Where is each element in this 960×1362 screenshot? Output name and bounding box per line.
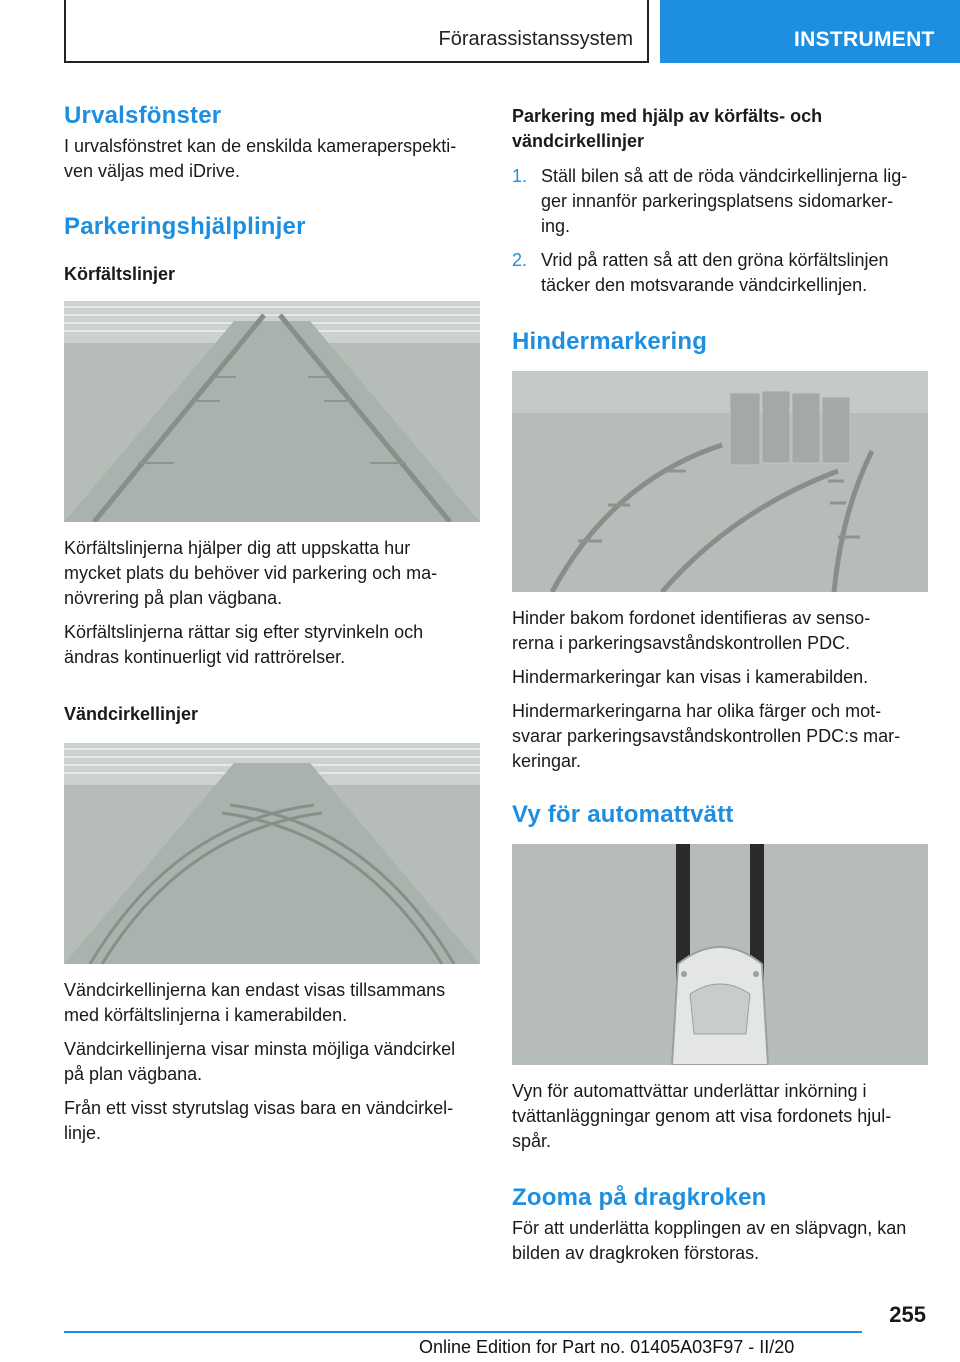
text-line: Vändcirkellinjerna visar minsta möjliga vändcirkel [64, 1039, 456, 1059]
text-line: ger innanför parkeringsplatsens sidomarker- [541, 191, 894, 211]
heading-hindermarkering: Hindermarkering [512, 328, 708, 355]
left-column [64, 100, 480, 1146]
paragraph-urval [64, 134, 480, 184]
paragraph-hinder-3 [512, 699, 928, 774]
heading-parkeringshjalplinjer: Parkeringshjälplinjer [64, 213, 306, 240]
paragraph-korfalt-2 [64, 620, 480, 670]
paragraph-vy-1 [512, 1079, 928, 1154]
header-section-box [64, 0, 649, 63]
text-line: Körfältslinjerna hjälper dig att uppskatta hur [64, 538, 411, 558]
text-line: keringar. [512, 751, 582, 771]
text-line: Körfältslinjerna rättar sig efter styrvinkeln och [64, 622, 424, 642]
page-number: 255 [889, 1302, 926, 1327]
heading-vy-for-automattvatt: Vy för automattvätt [512, 801, 734, 828]
text-line: Ställ bilen så att de röda vändcirkellinjerna lig- [541, 166, 908, 186]
text-line: på plan vägbana. [64, 1064, 203, 1084]
text-line: Hindermarkeringar kan visas i kamerabilden. [512, 667, 869, 687]
subheading-parkering-med-hjalp [512, 104, 928, 154]
header-section-title: Förarassistanssystem [438, 28, 633, 50]
footer-divider [64, 1331, 862, 1333]
text-line: med körfältslinjerna i kamerabilden. [64, 1005, 348, 1025]
lane-lines-illustration [64, 301, 480, 522]
text-line: Hindermarkeringarna har olika färger och mot- [512, 701, 882, 721]
text-line: vändcirkellinjer [512, 131, 645, 151]
paragraph-vand-1 [64, 978, 480, 1028]
paragraph-hinder-1 [512, 606, 928, 656]
turning-circle-illustration [64, 743, 480, 964]
subheading-korfaltslinjer: Körfältslinjer [64, 264, 176, 284]
obstacle-marking-illustration [512, 371, 928, 592]
text-line: Hinder bakom fordonet identifieras av senso- [512, 608, 871, 628]
text-line: rerna i parkeringsavståndskontrollen PDC. [512, 633, 851, 653]
text-line: För att underlätta kopplingen av en släpvagn, kan [512, 1218, 907, 1238]
right-column [512, 104, 928, 1266]
heading-urvalsfonster: Urvalsfönster [64, 102, 222, 129]
text-line: tvättanläggningar genom att visa fordonets hjul- [512, 1106, 892, 1126]
paragraph-vand-3 [64, 1096, 480, 1146]
text-line: mycket plats du behöver vid parkering och ma- [64, 563, 438, 583]
footer-tab [862, 1331, 960, 1362]
list-item [512, 248, 928, 298]
text-line: bilden av dragkroken förstoras. [512, 1243, 760, 1263]
header-chapter-title: INSTRUMENT [794, 28, 935, 51]
text-line: ing. [541, 216, 571, 236]
text-line: ven väljas med iDrive. [64, 161, 241, 181]
step-number: 2. [512, 250, 528, 270]
text-line: Från ett visst styrutslag visas bara en vändcirkel- [64, 1098, 454, 1118]
text-line: Parkering med hjälp av körfälts- och [512, 106, 823, 126]
text-line: növrering på plan vägbana. [64, 588, 283, 608]
text-line: svarar parkeringsavståndskontrollen PDC:s mar- [512, 726, 901, 746]
paragraph-vand-2 [64, 1037, 480, 1087]
text-line: Vändcirkellinjerna kan endast visas tillsammans [64, 980, 446, 1000]
text-line: Vyn för automattvättar underlättar inkörning i [512, 1081, 867, 1101]
step-number: 1. [512, 166, 528, 186]
header-chapter-tab [660, 0, 960, 63]
list-item [512, 164, 928, 239]
text-line: spår. [512, 1131, 552, 1151]
text-line: I urvalsfönstret kan de enskilda kameraperspekti- [64, 136, 457, 156]
car-wash-view-illustration [512, 844, 928, 1065]
paragraph-hinder-2 [512, 665, 928, 690]
footer-edition: Online Edition for Part no. 01405A03F97 - II/20 [419, 1337, 795, 1357]
text-line: linje. [64, 1123, 102, 1143]
text-line: ändras kontinuerligt vid rattrörelser. [64, 647, 346, 667]
paragraph-korfalt-1 [64, 536, 480, 611]
text-line: täcker den motsvarande vändcirkellinjen. [541, 275, 868, 295]
heading-zooma-pa-dragkroken: Zooma på dragkroken [512, 1184, 767, 1211]
subheading-vandcirkellinjer: Vändcirkellinjer [64, 704, 199, 724]
paragraph-zoom-1 [512, 1216, 928, 1266]
text-line: Vrid på ratten så att den gröna körfältslinjen [541, 250, 889, 270]
parking-steps-list [512, 164, 928, 298]
